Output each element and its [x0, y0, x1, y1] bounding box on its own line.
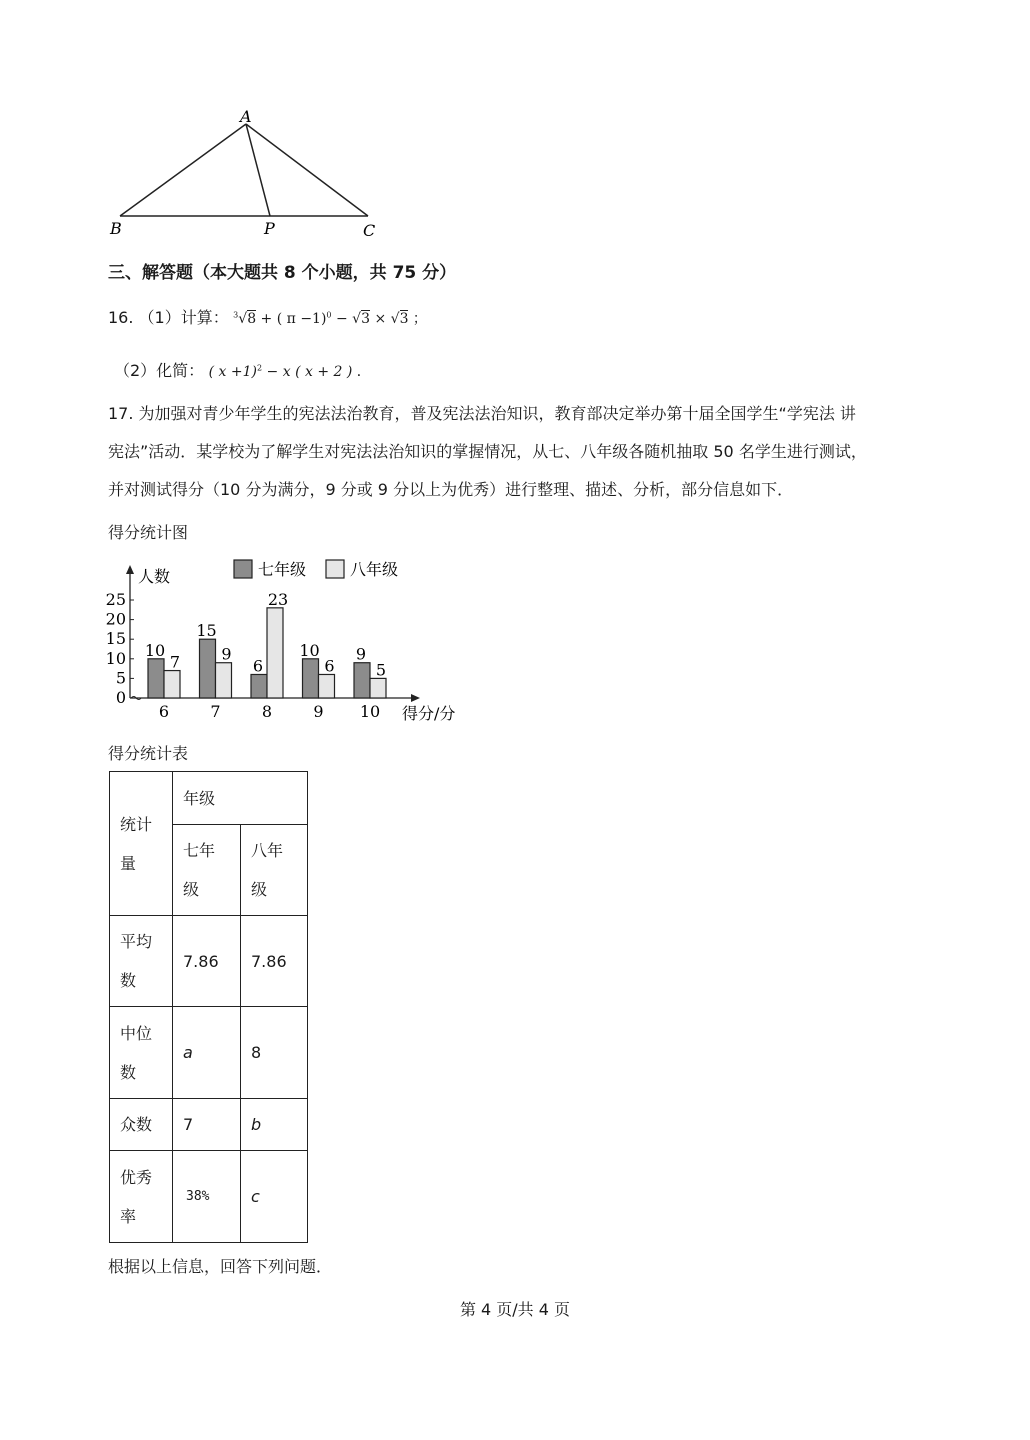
cell-mode-grade7: 7 [173, 1099, 241, 1151]
corner-cell [110, 772, 173, 916]
cell-rate-grade7: 38% [173, 1151, 241, 1243]
bar-value-label: 6 [252, 656, 264, 676]
bar-value-label: 10 [299, 640, 320, 660]
bar-grade8-8 [267, 608, 283, 698]
q16-part2-end: ． [352, 364, 371, 380]
q16-part1-prefix: 16. （1）计算： [108, 308, 229, 327]
row-label-excellent-rate [110, 1151, 173, 1243]
radical-sign-icon: √ [238, 311, 248, 327]
legend-label-grade8: 八年级 [350, 560, 399, 579]
table-row [110, 1007, 308, 1099]
y-tick-label: 10 [105, 648, 126, 668]
bar-value-label: 6 [324, 656, 335, 676]
y-tick-label: 0 [115, 688, 126, 707]
page-footer: 第 4 页/共 4 页 [459, 1300, 571, 1319]
cell-mean-grade7: 7.86 [173, 916, 241, 1007]
section-heading: 三、解答题（本大题共 8 个小题，共 75 分） [108, 263, 457, 283]
col-header-grade7 [173, 825, 241, 916]
table-row [110, 916, 308, 1007]
bar-grade8-6 [164, 671, 180, 698]
x-tick-label: 8 [261, 702, 273, 721]
cube-root-index: 3 [233, 310, 239, 320]
row-label-line1: 中位 [120, 1023, 153, 1043]
expr-b: − x ( x + 2 ) [262, 364, 353, 380]
col-header-grade8 [241, 825, 308, 916]
side-ac [246, 124, 368, 216]
col1-line1: 七年 [183, 841, 216, 860]
y-axis-arrow-icon [126, 565, 134, 574]
q16-part1-end: ； [408, 311, 427, 327]
y-tick-label: 15 [105, 629, 126, 649]
corner-label-1: 统计 [120, 814, 153, 834]
table-row [110, 1151, 308, 1243]
times-sign: × [370, 311, 391, 327]
y-tick-label: 5 [115, 668, 126, 688]
stats-table [109, 771, 308, 1243]
q17-line3: 并对测试得分（10 分为满分，9 分或 9 分以上为优秀）进行整理、描述、分析，部分信息如下． [108, 480, 794, 499]
row-label-line2: 数 [120, 1062, 137, 1082]
minus-sign: − [331, 311, 353, 327]
closing-text: 根据以上信息，回答下列问题． [108, 1257, 333, 1276]
bar-grade8-7 [216, 663, 232, 698]
zero-exponent: 0 [326, 310, 332, 320]
row-label-line2: 率 [120, 1206, 137, 1226]
bar-value-label: 7 [169, 652, 181, 672]
row-label-line1: 平均 [120, 932, 153, 951]
col2-line1: 八年 [251, 841, 284, 860]
expr-a: ( x +1) [208, 364, 257, 380]
q17-paragraph [108, 395, 928, 509]
row-label-median [110, 1007, 173, 1099]
row-label-line2: 数 [120, 971, 137, 990]
q16-part2-prefix: （2）化简： [114, 361, 205, 380]
y-tick-label: 20 [105, 609, 126, 629]
row-label-line1: 优秀 [120, 1167, 153, 1187]
corner-label-2: 量 [120, 853, 137, 873]
bar-grade8-9 [319, 674, 335, 698]
x-tick-label: 9 [313, 702, 324, 721]
label-a: A [240, 107, 252, 126]
label-c: C [363, 221, 376, 240]
q17-line2: 宪法”活动．某学校为了解学生对宪法法治知识的掌握情况，从七、八年级各随机抽取 50 名学生进行测试， [108, 442, 867, 461]
q16-part1 [108, 305, 427, 328]
col2-line2: 级 [251, 880, 268, 899]
x-tick-label: 6 [158, 702, 170, 721]
cell-median-grade8: 8 [241, 1007, 308, 1099]
square-exponent: 2 [257, 363, 263, 373]
x-axis-label: 得分/分 [402, 704, 456, 723]
score-bar-chart [100, 555, 480, 730]
q16-part2 [114, 358, 371, 381]
q17-line1: 17. 为加强对青少年学生的宪法法治教育，普及宪法法治知识，教育部决定举办第十届全国学生“学宪法 讲 [108, 404, 856, 423]
radicand-3: 3 [399, 311, 409, 327]
side-ab [120, 124, 246, 216]
table-row [110, 1099, 308, 1151]
bar-value-label: 5 [375, 660, 387, 680]
label-p: P [264, 219, 275, 238]
y-tick-label: 25 [105, 590, 126, 609]
x-axis-arrow-icon [411, 694, 420, 702]
triangle-figure [100, 100, 400, 245]
bar-grade7-10 [354, 663, 370, 698]
x-tick-label: 7 [210, 702, 221, 721]
radicand-1: 8 [247, 311, 257, 327]
radicand-2: 3 [361, 311, 370, 327]
bar-grade7-7 [200, 639, 216, 698]
plus-sign: + [256, 311, 277, 327]
table-caption: 得分统计表 [108, 744, 189, 763]
bar-grade7-6 [148, 659, 164, 698]
bar-value-label: 9 [355, 644, 367, 664]
pi-group: ( π −1) [276, 311, 327, 327]
bar-grade8-10 [370, 678, 386, 698]
segment-ap [246, 124, 270, 216]
bar-grade7-8 [251, 674, 267, 698]
cell-rate-grade8: c [241, 1151, 308, 1243]
chart-caption: 得分统计图 [108, 523, 189, 542]
legend-swatch-grade8 [326, 560, 344, 578]
radical-sign-icon-2: √ [352, 311, 362, 327]
row-label-mean [110, 916, 173, 1007]
grade-header: 年级 [173, 772, 308, 825]
cell-median-grade7: a [173, 1007, 241, 1099]
bar-value-label: 9 [221, 644, 232, 664]
legend-swatch-grade7 [234, 560, 252, 578]
label-b: B [110, 219, 122, 238]
cell-mean-grade8: 7.86 [241, 916, 308, 1007]
radical-sign-icon-3: √ [390, 311, 400, 327]
bar-value-label: 23 [267, 589, 289, 609]
cell-mode-grade8: b [241, 1099, 308, 1151]
row-label-mode: 众数 [110, 1099, 173, 1151]
col1-line2: 级 [183, 880, 200, 899]
x-tick-label: 10 [359, 702, 381, 721]
bar-value-label: 15 [196, 621, 217, 641]
bar-value-label: 10 [144, 640, 166, 660]
bar-grade7-9 [303, 659, 319, 698]
legend-label-grade7: 七年级 [258, 560, 307, 579]
y-axis-label: 人数 [138, 567, 171, 586]
